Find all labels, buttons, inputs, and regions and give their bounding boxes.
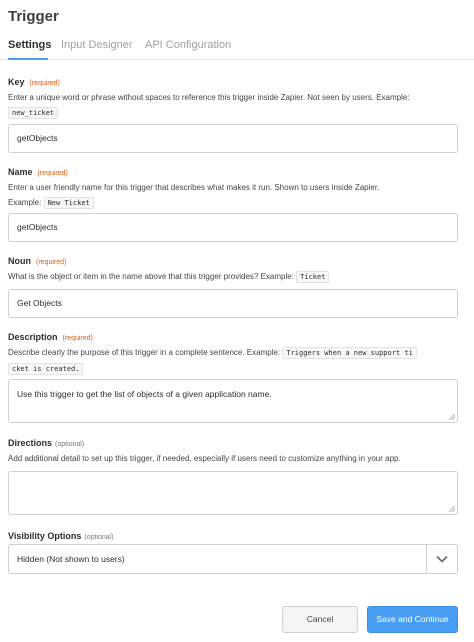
save-and-continue-button[interactable]: Save and Continue: [367, 606, 458, 633]
resize-grip-icon[interactable]: [449, 506, 455, 512]
resize-grip-icon[interactable]: [449, 414, 455, 420]
noun-label-text: Noun: [8, 256, 31, 266]
visibility-select[interactable]: [8, 544, 458, 574]
directions-label: [8, 437, 460, 449]
key-help: [8, 90, 460, 121]
page-title: Trigger: [8, 8, 59, 25]
select-toggle[interactable]: [426, 545, 457, 573]
directions-textarea[interactable]: [8, 471, 458, 515]
key-field-group: [8, 76, 460, 143]
name-help-text: Enter a user friendly name for this trigger that describes what makes it run. Shown to users inside Zapier.: [8, 183, 380, 192]
chevron-down-icon: [436, 554, 448, 564]
description-textarea[interactable]: [8, 379, 458, 423]
key-help-text: Enter a unique word or phrase without spaces to reference this trigger inside Zapier. Not seen by users. Example:: [8, 93, 410, 102]
name-example-label: Example:: [8, 198, 42, 207]
tab-input-designer[interactable]: Input Designer: [61, 39, 133, 51]
visibility-field-group: [8, 530, 460, 564]
noun-help: [8, 269, 460, 285]
noun-input[interactable]: Get Objects: [8, 289, 458, 318]
tab-api-configuration[interactable]: API Configuration: [145, 39, 232, 51]
key-example-code: new_ticket: [8, 107, 58, 119]
noun-label: [8, 255, 460, 267]
visibility-label: [8, 530, 460, 542]
description-example-code-line2: cket is created.: [8, 363, 83, 375]
description-field-group: [8, 331, 460, 399]
description-help: [8, 345, 460, 377]
cancel-button[interactable]: Cancel: [282, 606, 358, 633]
name-help: [8, 180, 460, 211]
visibility-label-text: Visibility Options: [8, 531, 82, 541]
directions-field-group: [8, 437, 460, 466]
required-badge: (required): [37, 170, 68, 177]
name-label: [8, 166, 460, 178]
description-label: [8, 331, 460, 343]
tab-bar: [0, 38, 474, 60]
required-badge: (required): [36, 259, 67, 266]
name-label-text: Name: [8, 167, 33, 177]
name-input[interactable]: getObjects: [8, 213, 458, 242]
directions-label-text: Directions: [8, 438, 53, 448]
description-label-text: Description: [8, 332, 58, 342]
key-label: [8, 76, 460, 88]
noun-help-text: What is the object or item in the name above that this trigger provides? Example:: [8, 272, 294, 281]
visibility-selected-value: Hidden (Not shown to users): [17, 554, 125, 564]
description-help-text: Describe clearly the purpose of this trigger in a complete sentence. Example:: [8, 348, 281, 357]
key-input[interactable]: getObjects: [8, 124, 458, 153]
directions-help: Add additional detail to set up this trigger, if needed, especially if users need to customize anything in your app.: [8, 454, 401, 463]
optional-badge: (optional): [55, 441, 85, 448]
description-value: Use this trigger to get the list of objects of a given application name.: [17, 389, 272, 399]
required-badge: (required): [29, 80, 60, 87]
name-field-group: [8, 166, 460, 232]
tab-settings[interactable]: Settings: [8, 38, 48, 60]
noun-example-code: Ticket: [296, 271, 329, 283]
noun-field-group: [8, 255, 460, 308]
description-example-code-line1: Triggers when a new support ti: [282, 347, 416, 359]
required-badge: (required): [62, 335, 93, 342]
optional-badge: (optional): [84, 534, 114, 541]
key-label-text: Key: [8, 77, 25, 87]
name-example-code: New Ticket: [44, 197, 94, 209]
